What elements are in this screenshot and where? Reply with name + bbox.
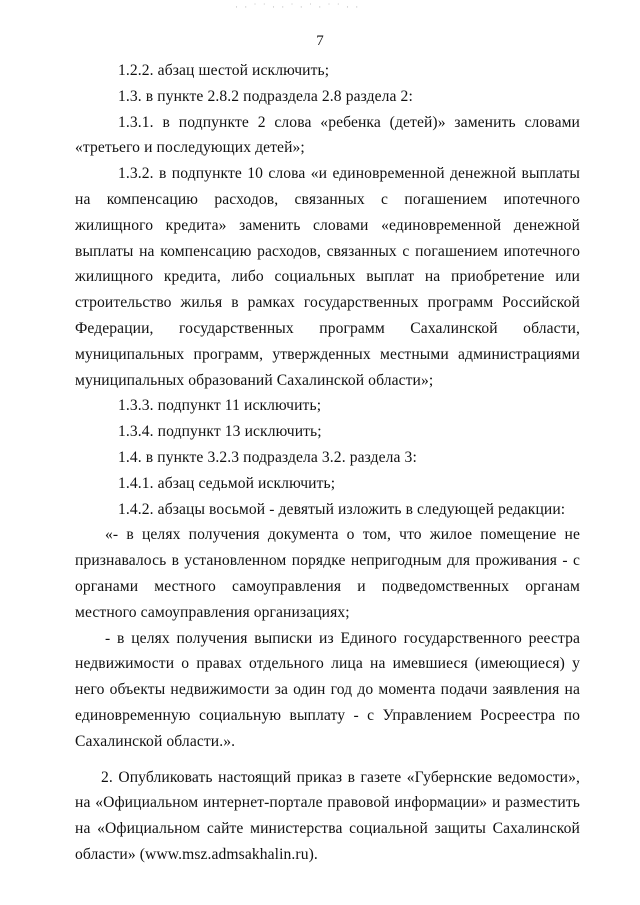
paragraph-1-4-1: 1.4.1. абзац седьмой исключить;	[118, 474, 336, 492]
paragraph-quote-1: «- в целях получения документа о том, что жилое помещение не признавалось в установленном порядке непригодным для проживания - с органами местного самоуправления и подведомственных органам местного самоуправления организациях;	[75, 526, 580, 621]
document-body	[75, 58, 580, 868]
scan-artifact: · · ˙ ˙ · · ˙ · ˙ · ˙ ˙ · ·	[235, 2, 361, 10]
paragraph-1-4: 1.4. в пункте 3.2.3 подраздела 3.2. раздела 3:	[118, 448, 417, 466]
paragraph-1-3-1: 1.3.1. в подпункте 2 слова «ребенка (детей)» заменить словами «третьего и последующих детей»;	[75, 113, 580, 157]
paragraph-2: 2. Опубликовать настоящий приказ в газете «Губернские ведомости», на «Официальном интернет-портале правовой информации» и разместить на «Официальном сайте министерства социальной защиты Сахалинской области» (www.msz.admsakhalin.ru).	[75, 768, 580, 863]
paragraph-1-3-3: 1.3.3. подпункт 11 исключить;	[118, 397, 322, 415]
paragraph-gap	[75, 755, 580, 765]
paragraph-1-2-2: 1.2.2. абзац шестой исключить;	[118, 62, 330, 79]
paragraph-1-3: 1.3. в пункте 2.8.2 подраздела 2.8 раздела 2:	[118, 87, 413, 105]
page-number: 7	[316, 33, 324, 49]
paragraph-1-3-4: 1.3.4. подпункт 13 исключить;	[118, 423, 322, 441]
paragraph-1-3-2: 1.3.2. в подпункте 10 слова «и единовременной денежной выплаты на компенсацию расходов, связанных с погашением ипотечного жилищного кредита» заменить словами «единовременной денежной выплаты на компенсацию расходов, связанных с погашением ипотечного жилищного кредита, либо социальных выплат на приобретение или строительство жилья в рамках государственных программ Российской Федерации, государственных программ Сахалинской области, муниципальных программ, утвержденных местными администрациями муниципальных образований Сахалинской области»;	[75, 165, 580, 389]
paragraph-quote-2: - в целях получения выписки из Единого государственного реестра недвижимости о правах отдельного лица на имевшиеся (имеющиеся) у него объекты недвижимости за один год до момента подачи заявления на единовременную социальную выплату - с Управлением Росреестра по Сахалинской области.».	[75, 629, 580, 750]
paragraph-1-4-2: 1.4.2. абзацы восьмой - девятый изложить в следующей редакции:	[118, 500, 566, 518]
